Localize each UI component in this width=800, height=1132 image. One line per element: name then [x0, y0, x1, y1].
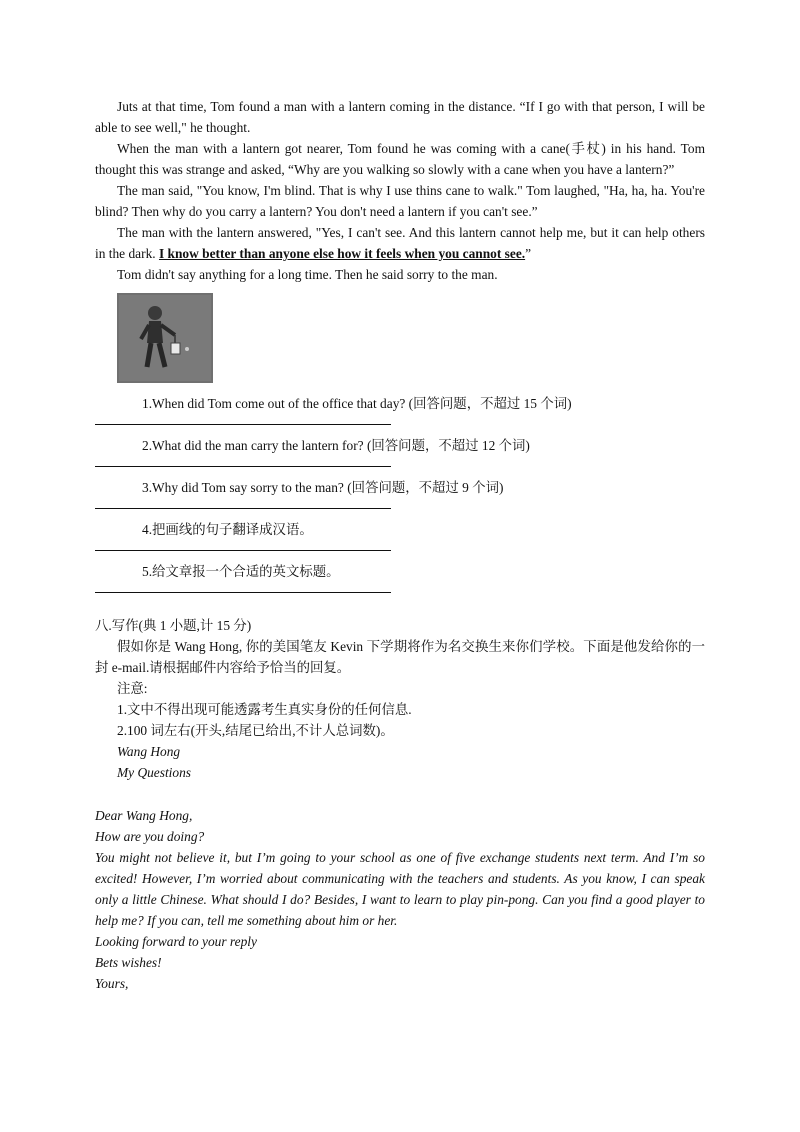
letter-body: You might not believe it, but I’m going to your school as one of five exchange students next term. And I’m so excited! However, I’m worried about communicating with the teachers and students. As you know, I can speak only a little Chinese. What should I do? Besides, I want to learn to play pin-pong. Can you find a good player to help me? If you can, tell me something about him or her. — [95, 850, 705, 928]
letter-closing-3: Yours, — [95, 976, 129, 991]
question-3-text: 3.Why did Tom say sorry to the man? (回答问题，不超过 9 个词) — [142, 480, 504, 495]
underlined-sentence: I know better than anyone else how it feels when you cannot see. — [158, 246, 526, 261]
writing-note-1: 1.文中不得出现可能透露考生真实身份的任何信息. — [117, 702, 412, 717]
writing-heading: 八.写作(典 1 小题,计 15 分) — [95, 618, 252, 633]
question-1 — [95, 393, 705, 425]
question-5 — [95, 561, 705, 593]
writing-intro: 假如你是 Wang Hong, 你的美国笔友 Kevin 下学期将作为名交换生来你们学校。下面是他发给你的一封 e-mail.请根据邮件内容给予恰当的回复。 — [95, 639, 705, 675]
question-3 — [95, 477, 705, 509]
question-4-text: 4.把画线的句子翻译成汉语。 — [142, 522, 313, 537]
question-4 — [95, 519, 705, 551]
question-2 — [95, 435, 705, 467]
story-paragraph-1: Juts at that time, Tom found a man with a lantern coming in the distance. “If I go with that person, I will be able to see well," he thought. — [95, 99, 705, 135]
letter-closing-2: Bets wishes! — [95, 955, 162, 970]
story-paragraph-3: The man said, "You know, I'm blind. That is why I use thins cane to walk." Tom laughed, "Ha, ha, ha. You're blind? Then why do you carry a lantern? You don't need a lantern if you can't see.” — [95, 183, 705, 219]
question-2-text: 2.What did the man carry the lantern for? (回答问题，不超过 12 个词) — [142, 438, 530, 453]
answer-line-5[interactable] — [95, 582, 391, 593]
letter-greeting: Dear Wang Hong, — [95, 808, 193, 823]
document-page — [95, 96, 705, 994]
letter-closing-1: Looking forward to your reply — [95, 934, 257, 949]
story-paragraph-4-end: ” — [525, 246, 532, 261]
writing-note-title: 注意: — [117, 681, 148, 696]
writing-section — [95, 615, 705, 783]
writing-note-2: 2.100 词左右(开头,结尾已给出,不计人总词数)。 — [117, 723, 394, 738]
answer-line-2[interactable] — [95, 456, 391, 467]
man-with-lantern-illustration — [117, 293, 213, 383]
email-letter — [95, 805, 705, 994]
story-paragraph-4-text: The man with the lantern answered, "Yes, I can't see. And this lantern cannot help me, but it can help others in the dark. — [95, 225, 705, 261]
writing-from: Wang Hong — [117, 744, 181, 759]
writing-subject: My Questions — [117, 765, 192, 780]
answer-line-3[interactable] — [95, 498, 391, 509]
story-paragraph-4 — [95, 222, 705, 264]
story-paragraph-5: Tom didn't say anything for a long time. Then he said sorry to the man. — [117, 267, 498, 282]
story-paragraph-2: When the man with a lantern got nearer, Tom found he was coming with a cane(手杖) in his hand. Tom thought this was strange and asked, “Why are you walking so slowly with a cane when you have a lantern?” — [95, 141, 705, 177]
answer-line-1[interactable] — [95, 414, 391, 425]
letter-line-1: How are you doing? — [95, 829, 205, 844]
answer-line-4[interactable] — [95, 540, 391, 551]
question-5-text: 5.给文章报一个合适的英文标题。 — [142, 564, 340, 579]
question-1-text: 1.When did Tom come out of the office that day? (回答问题，不超过 15 个词) — [142, 396, 572, 411]
